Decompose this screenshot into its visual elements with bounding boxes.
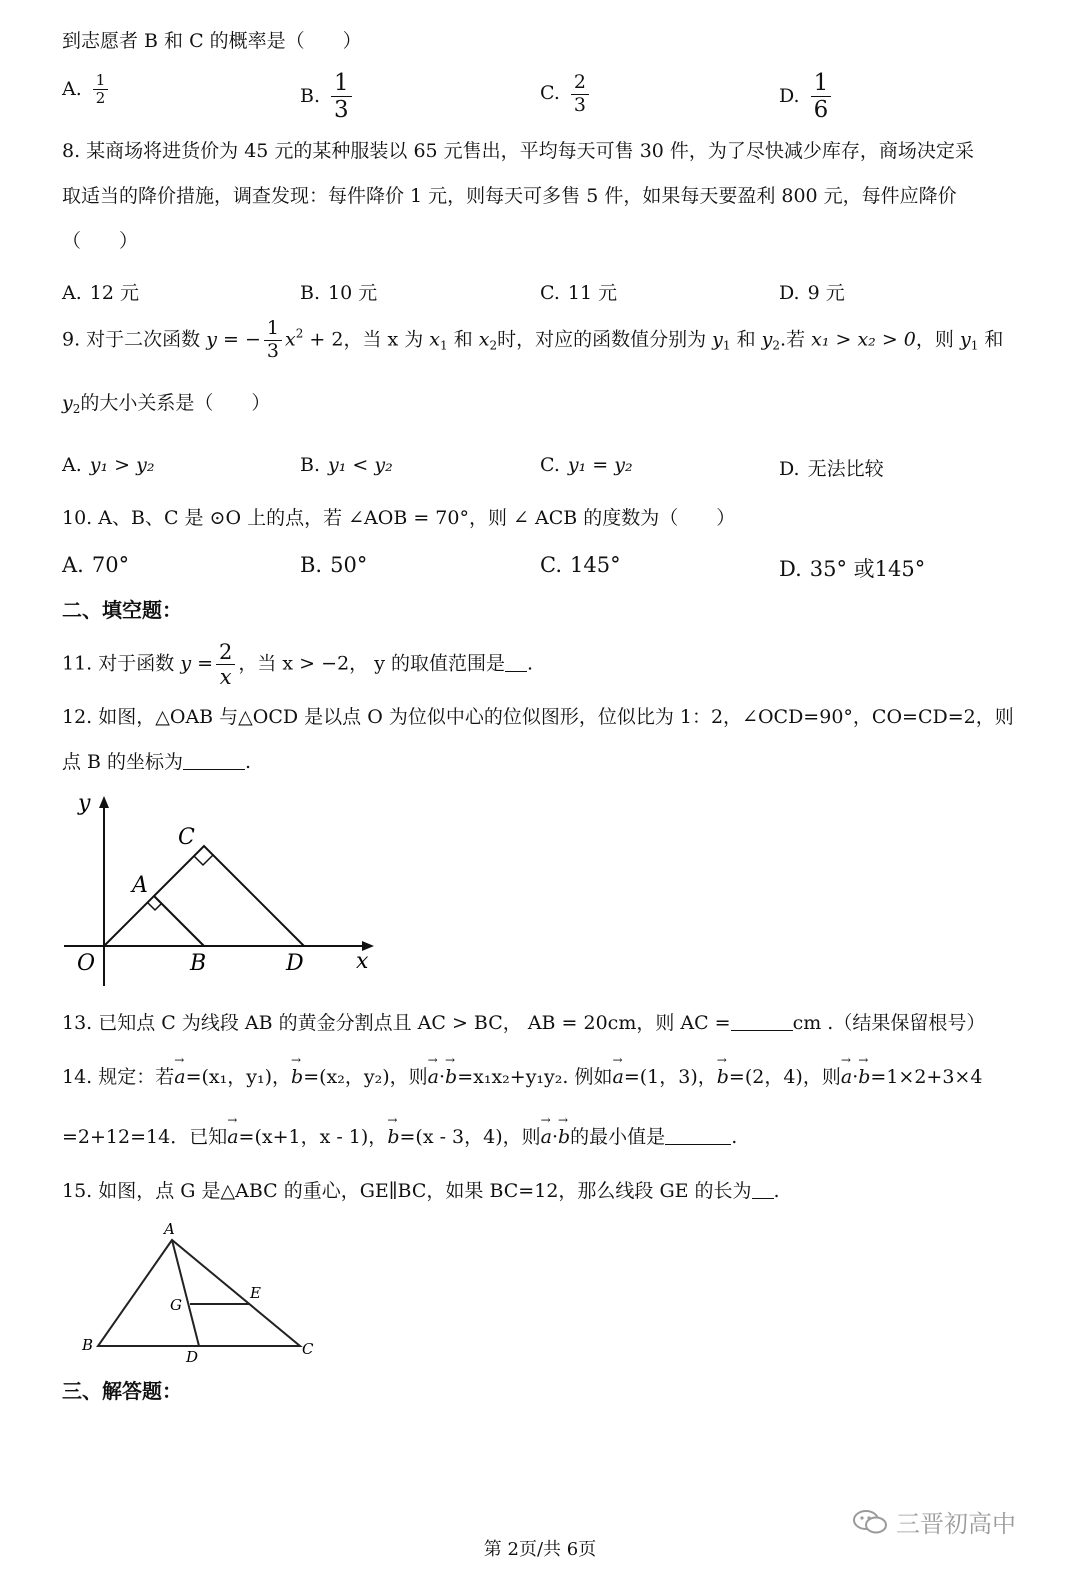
- q7-tail-text: 到志愿者 B 和 C 的概率是（ ）: [62, 30, 362, 52]
- median-ad: [172, 1240, 199, 1346]
- q14-p4: =x₁x₂+y₁y₂. 例如: [457, 1066, 613, 1088]
- q9-func-tail: + 2: [309, 328, 344, 351]
- fraction-numerator: 1: [93, 72, 109, 90]
- q8-option-b: [300, 278, 377, 305]
- q14-l2c: =(x - 3，4)，则: [399, 1126, 541, 1148]
- answer-blank: [731, 1030, 793, 1031]
- q14-l2d: 的最小值是: [570, 1126, 666, 1148]
- label-e: E: [250, 1284, 261, 1302]
- label-c: C: [302, 1340, 314, 1358]
- q9-tail1: 和: [984, 328, 1004, 351]
- page-footer: 第 2页/共 6页: [483, 1539, 597, 1560]
- option-label: A.: [62, 77, 82, 100]
- q14-p7: =1×2+3×4: [870, 1066, 983, 1088]
- q9-y1-again: y: [959, 328, 971, 351]
- q9-x1: x: [429, 328, 440, 351]
- q9-line2-tail: 的大小关系是（ ）: [80, 392, 271, 414]
- vector-b: → b: [858, 1066, 870, 1089]
- q15-figure: [78, 1218, 318, 1368]
- q12-figure: [62, 790, 382, 990]
- q9-y2-sub: 2: [772, 338, 781, 353]
- q11-tail: ，当 x > −2， y 的取值范围是: [238, 652, 505, 675]
- q8-line3: （ ）: [62, 230, 139, 252]
- q9-x1-sub: 1: [440, 338, 448, 353]
- q13-tail: cm .（结果保留根号）: [792, 1012, 986, 1034]
- q13-line: [62, 1012, 985, 1035]
- q9-mid1: ，当 x 为: [343, 328, 424, 351]
- option-text: 50°: [330, 553, 368, 577]
- fraction-numerator: 2: [571, 72, 589, 95]
- option-label: B.: [300, 84, 321, 107]
- option-text: 无法比较: [807, 458, 884, 480]
- label-b: B: [190, 951, 207, 976]
- q10-option-a: [62, 553, 129, 577]
- wechat-icon: [852, 1509, 888, 1535]
- q7-option-a: [62, 72, 111, 108]
- q14-line2: =2+12=14．已知→ a=(x+1，x - 1)，→ b=(x - 3，4)，则→ a·→ b的最小值是 .: [62, 1126, 737, 1149]
- q14-p5: =(1，3)，: [623, 1066, 717, 1088]
- label-d: D: [286, 951, 304, 976]
- q9-line2-y2-sub: 2: [72, 402, 81, 416]
- q9-line1: [62, 318, 1003, 363]
- vector-b: → b: [445, 1066, 457, 1089]
- vector-b: → b: [291, 1066, 303, 1089]
- option-text: 145°: [570, 553, 621, 577]
- fraction-denominator: 3: [266, 339, 279, 362]
- q11-func-y: y =: [180, 652, 214, 675]
- q9-y2: y: [761, 328, 773, 351]
- q9-line2: [62, 392, 270, 416]
- vector-a: → a: [612, 1066, 623, 1089]
- answer-blank: [505, 671, 527, 672]
- fraction-numerator: 2: [216, 640, 235, 665]
- section-heading-solutions: 三、解答题：: [62, 1379, 182, 1403]
- q11-prefix: 11. 对于函数: [62, 652, 175, 675]
- vector-b: → b: [558, 1126, 570, 1149]
- option-label: A.: [62, 282, 82, 304]
- option-text: 35° 或145°: [809, 557, 926, 581]
- option-label: C.: [540, 454, 560, 476]
- option-label: C.: [540, 282, 560, 304]
- vector-a: → a: [841, 1066, 852, 1089]
- option-text: 10 元: [328, 282, 378, 304]
- q14-p2: =(x₁，y₁)，: [185, 1066, 292, 1088]
- q9-and1: 和: [453, 328, 473, 351]
- q14-line1: 14. 规定：若→ a=(x₁，y₁)，→ b=(x₂，y₂)，则→ a·→ b=x₁x₂+y₁y₂. 例如→ a=(1，3)，→ b=(2，4)，则→ a·→ b=1×2+3×4: [62, 1066, 982, 1089]
- q9-x2: x: [478, 328, 490, 351]
- fraction-denominator: 3: [334, 97, 349, 124]
- q10-option-b: [300, 553, 367, 577]
- q10-option-d: [779, 553, 925, 583]
- q7-option-c: [540, 72, 592, 117]
- label-y: y: [78, 791, 91, 816]
- option-label: C.: [540, 553, 562, 577]
- q8-line2: 取适当的降价措施，调查发现：每件降价 1 元，则每天可多售 5 件，如果每天要盈利 800 元，每件应降价: [62, 185, 957, 207]
- vector-a: → a: [541, 1126, 552, 1149]
- q9-option-b: [300, 454, 393, 476]
- fraction-numerator: 1: [811, 70, 832, 97]
- q12-line2: 点 B 的坐标为 .: [62, 751, 252, 773]
- option-label: C.: [540, 82, 560, 105]
- q14-p1: 14. 规定：若: [62, 1066, 175, 1088]
- q14-p3: =(x₂，y₂)，则: [303, 1066, 428, 1088]
- right-angle-a: [148, 903, 162, 910]
- answer-blank: [183, 769, 245, 770]
- q7-option-d: [779, 70, 834, 124]
- label-o: O: [77, 951, 96, 976]
- option-label: D.: [779, 84, 800, 107]
- q7-option-b: [300, 70, 355, 124]
- label-a: A: [164, 1220, 175, 1238]
- q9-y1-again-sub: 1: [970, 338, 979, 353]
- q9-prefix: 9. 对于二次函数: [62, 328, 201, 351]
- option-label: D.: [779, 557, 802, 581]
- y-axis-arrow-icon: [99, 796, 109, 808]
- q9-option-a: [62, 454, 154, 476]
- label-b: B: [82, 1336, 94, 1354]
- fraction-denominator: x: [219, 665, 232, 690]
- fraction-denominator: 2: [95, 89, 106, 108]
- answer-blank: [665, 1144, 731, 1145]
- q12-line2-text: 点 B 的坐标为: [62, 751, 184, 773]
- q9-func-x: x: [284, 328, 296, 351]
- triangle-abc: [98, 1240, 300, 1346]
- fraction-denominator: 6: [813, 97, 829, 124]
- option-text: y₁ < y₂: [328, 454, 393, 476]
- q8-option-c: [540, 278, 617, 305]
- q8-option-a: [62, 278, 139, 305]
- q9-and2: 和: [736, 328, 756, 351]
- q15-text: 15. 如图，点 G 是△ABC 的重心，GE∥BC，如果 BC=12，那么线段 GE 的长为: [62, 1180, 752, 1202]
- option-text: y₁ = y₂: [567, 454, 633, 476]
- q13-text: 13. 已知点 C 为线段 AB 的黄金分割点且 AC > BC， AB = 20cm，则 AC =: [62, 1012, 731, 1034]
- q9-mid4: ，则: [915, 328, 954, 351]
- watermark: [852, 1504, 1016, 1539]
- q9-y1-sub: 1: [722, 338, 731, 353]
- q9-option-d: [779, 454, 884, 481]
- section-heading-fill-in: 二、填空题：: [62, 598, 182, 622]
- q9-option-c: [540, 454, 633, 476]
- option-label: B.: [300, 282, 321, 304]
- vector-b: → b: [717, 1066, 729, 1089]
- q11-line: 11. 对于函数 y = $\frac{2}{x}$ ，当 x > −2， y 的取值范围是 .: [62, 640, 534, 690]
- label-d: D: [186, 1348, 199, 1366]
- vector-a: → a: [227, 1126, 238, 1149]
- fraction-denominator: 3: [573, 93, 586, 116]
- label-c: C: [178, 825, 195, 850]
- q9-mid2: 时，对应的函数值分别为: [497, 328, 707, 351]
- option-label: B.: [300, 553, 323, 577]
- vector-a: → a: [174, 1066, 185, 1089]
- answer-blank: [752, 1198, 774, 1199]
- q9-mid3: .若: [780, 328, 806, 351]
- q10-text: 10. A、B、C 是 ⊙O 上的点，若 ∠AOB = 70°，则 ∠ ACB 的度数为（ ）: [62, 507, 736, 529]
- q8-line1: 8. 某商场将进货价为 45 元的某种服装以 65 元售出，平均每天可售 30 件，为了尽快减少库存，商场决定采: [62, 140, 974, 162]
- q14-l2b: =(x+1，x - 1)，: [238, 1126, 388, 1148]
- fraction-numerator: 1: [331, 70, 352, 97]
- label-a: A: [132, 873, 148, 898]
- q14-l2e: .: [731, 1126, 738, 1148]
- option-label: A.: [62, 454, 82, 476]
- option-text: 70°: [91, 553, 130, 577]
- vector-b: → b: [387, 1126, 399, 1149]
- watermark-text: 三晋初高中: [896, 1510, 1016, 1538]
- vector-a: → a: [428, 1066, 439, 1089]
- q9-line2-y2: y: [62, 392, 73, 414]
- q9-x2-sub: 2: [489, 338, 498, 353]
- right-angle-c: [194, 855, 213, 865]
- option-label: B.: [300, 454, 321, 476]
- option-text: 9 元: [807, 282, 845, 304]
- q8-option-d: [779, 278, 845, 305]
- fraction-numerator: 1: [264, 318, 282, 341]
- q9-func-y: y = −: [206, 328, 261, 351]
- q9-func-exponent: 2: [295, 326, 304, 341]
- q15-line: 15. 如图，点 G 是△ABC 的重心，GE∥BC，如果 BC=12，那么线段 GE 的长为 .: [62, 1180, 780, 1202]
- q9-y1: y: [712, 328, 723, 351]
- option-text: y₁ > y₂: [89, 454, 155, 476]
- option-label: A.: [62, 553, 84, 577]
- q14-p6: =(2，4)，则: [728, 1066, 841, 1088]
- q9-condition: x₁ > x₂ > 0: [811, 328, 916, 351]
- option-text: 11 元: [567, 282, 618, 304]
- q14-l2a: =2+12=14．已知: [62, 1126, 228, 1148]
- label-g: G: [170, 1296, 182, 1314]
- label-x: x: [356, 949, 369, 974]
- option-text: 12 元: [89, 282, 139, 304]
- option-label: D.: [779, 282, 800, 304]
- q12-line1: 12. 如图，△OAB 与△OCD 是以点 O 为位似中心的位似图形，位似比为 1：2，∠OCD=90°，CO=CD=2，则: [62, 706, 1014, 728]
- option-label: D.: [779, 458, 800, 480]
- q10-option-c: [540, 553, 621, 577]
